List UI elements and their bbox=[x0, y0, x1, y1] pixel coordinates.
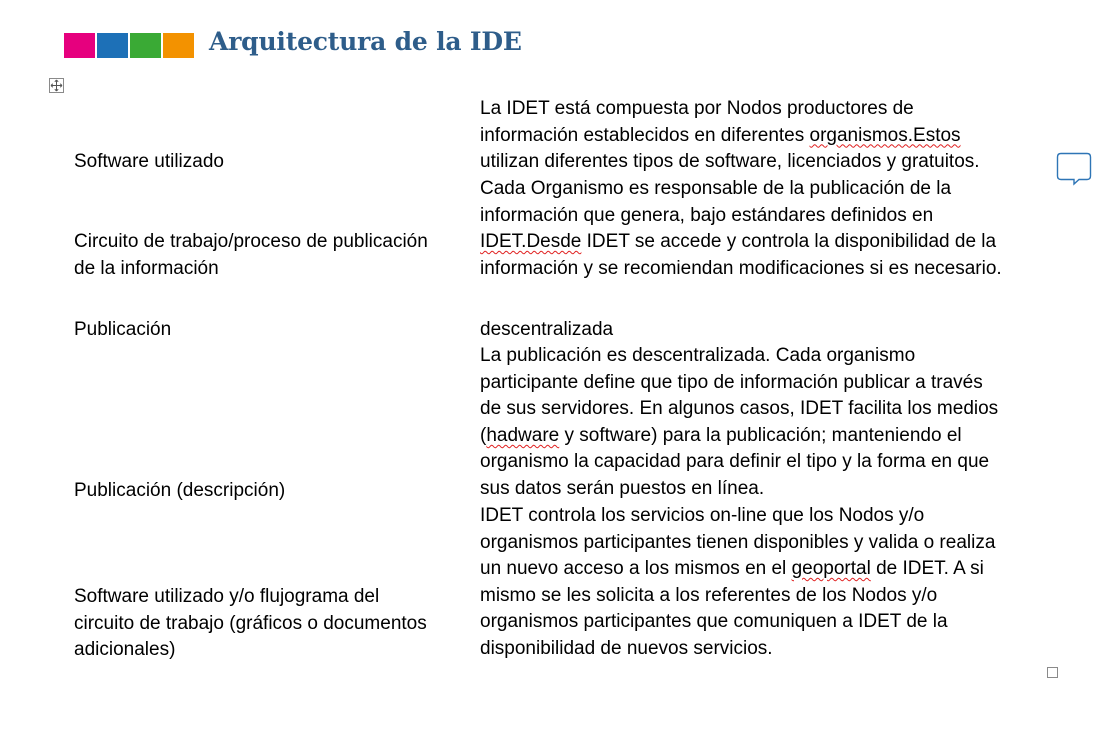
label-text: Publicación (descripción) bbox=[74, 480, 286, 501]
logo-square-green bbox=[130, 33, 161, 58]
value-line: sus datos serán puestos en línea. bbox=[480, 477, 765, 499]
row-value bbox=[480, 343, 1040, 503]
spellcheck-word[interactable]: geoportal bbox=[791, 558, 871, 580]
label-text: Circuito de trabajo/proceso de publicación bbox=[74, 231, 428, 252]
text-run: un nuevo acceso a los mismos en el bbox=[480, 558, 792, 580]
value-line: La IDET está compuesta por Nodos productores de bbox=[480, 98, 914, 119]
value-line: Cada Organismo es responsable de la publicación de la bbox=[480, 178, 952, 199]
row-label bbox=[74, 584, 474, 664]
value-line: organismos participantes tienen disponibles y valida o realiza bbox=[480, 531, 996, 553]
row-value bbox=[480, 503, 1040, 663]
value-line bbox=[480, 229, 1040, 256]
table-resize-handle[interactable] bbox=[1047, 667, 1058, 678]
logo-square-blue bbox=[97, 33, 128, 58]
value-line: organismo la capacidad para definir el tipo y la forma en que bbox=[480, 451, 990, 473]
value-line: La publicación es descentralizada. Cada organismo bbox=[480, 345, 916, 366]
logo-square-orange bbox=[163, 33, 194, 58]
row-label bbox=[74, 317, 474, 344]
value-line: información y se recomiendan modificaciones si es necesario. bbox=[480, 257, 1002, 279]
value-line: participante define que tipo de información publicar a través bbox=[480, 371, 983, 393]
row-label bbox=[74, 229, 474, 282]
value-line bbox=[480, 423, 1040, 450]
value-line: IDET controla los servicios on-line que los Nodos y/o bbox=[480, 505, 925, 526]
value-line: utilizan diferentes tipos de software, licenciados y gratuitos. bbox=[480, 151, 980, 173]
page-title: Arquitectura de la IDE bbox=[209, 27, 522, 56]
value-line: información que genera, bajo estándares definidos en bbox=[480, 204, 934, 226]
value-line: descentralizada bbox=[480, 319, 614, 340]
logo-square-magenta bbox=[64, 33, 95, 58]
table-move-icon[interactable] bbox=[49, 78, 64, 93]
row-value bbox=[480, 96, 1040, 176]
row-value bbox=[480, 317, 1040, 344]
label-text: circuito de trabajo (gráficos o documentos bbox=[74, 612, 427, 634]
row-label bbox=[74, 149, 474, 176]
row-value bbox=[480, 176, 1040, 282]
logo-squares bbox=[64, 33, 196, 58]
label-text: Software utilizado y/o flujograma del bbox=[74, 586, 380, 607]
label-text: de la información bbox=[74, 257, 219, 279]
spellcheck-word[interactable]: organismos.Estos bbox=[809, 124, 961, 146]
spellcheck-word[interactable]: hadware bbox=[486, 424, 560, 446]
comment-icon[interactable] bbox=[1056, 152, 1092, 191]
value-line bbox=[480, 556, 1040, 583]
text-run: ( bbox=[480, 424, 487, 446]
text-run: IDET se accede y controla la disponibilidad de la bbox=[581, 231, 997, 253]
label-text: Software utilizado bbox=[74, 151, 224, 172]
text-run: información establecidos en diferentes bbox=[480, 124, 810, 146]
text-run: y software) para la publicación; manteniendo el bbox=[559, 424, 962, 446]
value-line: disponibilidad de nuevos servicios. bbox=[480, 637, 773, 659]
spellcheck-word[interactable]: IDET.Desde bbox=[480, 231, 582, 253]
value-line: de sus servidores. En algunos casos, IDET facilita los medios bbox=[480, 398, 999, 420]
label-text: Publicación bbox=[74, 319, 172, 340]
value-line: mismo se les solicita a los referentes de los Nodos y/o bbox=[480, 584, 938, 606]
label-text: adicionales) bbox=[74, 639, 176, 661]
value-line bbox=[480, 123, 1040, 150]
value-line: organismos participantes que comuniquen a IDET de la bbox=[480, 611, 948, 633]
row-label bbox=[74, 478, 474, 505]
text-run: de IDET. A si bbox=[870, 558, 984, 580]
